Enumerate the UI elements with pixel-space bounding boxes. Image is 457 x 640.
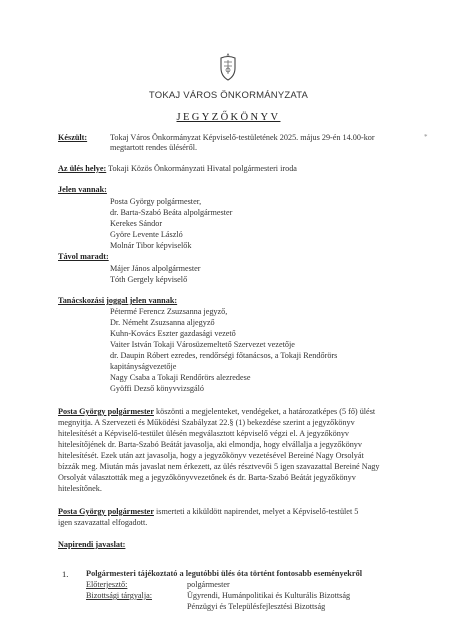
paragraph-1-line: bízzák meg. Miután más javaslat nem érkezett, az ülés résztvevői 5 igen szavazattal Bereiné Nagy	[58, 462, 380, 471]
keszult-text-2: megtartott rendes üléséről.	[110, 143, 198, 152]
paragraph-1-line: hitelesítését a Képviselő-testület ülésén megválasztott képviselő végzi el. A jegyzőkönyv	[58, 429, 350, 438]
paragraph-1-line: hitelesítőjének dr. Barta-Szabó Beátát javasolja, aki elmondja, hogy elvállalja a jegyzőkönyv	[58, 440, 362, 449]
paragraph-1-line: Orsolyát választották meg a jegyzőkönyvvezetőnek és dr. Barta-Szabó Beátát jegyzőkönyv	[58, 473, 356, 482]
absent-label: Távol maradt:	[58, 252, 109, 261]
advisory-item: Nagy Csaba a Tokaji Rendőrörs alezredese	[110, 373, 251, 382]
present-item: dr. Barta-Szabó Beáta alpolgármester	[110, 208, 233, 217]
absent-item: Tóth Gergely képviselő	[110, 275, 188, 284]
coat-of-arms-icon	[217, 52, 239, 82]
advisory-item: Dr. Némeht Zsuzsanna aljegyző	[110, 318, 215, 327]
advisory-label: Tanácskozási joggal jelen vannak:	[58, 296, 178, 305]
agenda-committee-label: Bizottsági tárgyalja:	[86, 591, 153, 600]
advisory-item: dr. Daupin Róbert ezredes, rendőrségi főtanácsos, a Tokaji Rendőrörs	[110, 351, 338, 360]
document-title: JEGYZŐKÖNYV	[176, 112, 281, 123]
organization-name: TOKAJ VÁROS ÖNKORMÁNYZATA	[148, 90, 309, 101]
advisory-item: Kuhn-Kovács Eszter gazdasági vezető	[110, 329, 236, 338]
present-label: Jelen vannak:	[58, 185, 107, 194]
keszult-text-1: Tokaj Város Önkormányzat Képviselő-testületének 2025. május 29-én 14.00-kor	[110, 133, 375, 142]
advisory-item: Vaiter István Tokaji Városüzemeltető Szervezet vezetője	[110, 340, 295, 349]
agenda-committee: Pénzügyi és Településfejlesztési Bizottság	[187, 602, 326, 611]
present-item: Posta György polgármester,	[110, 197, 202, 206]
paragraph-1-line: hitelesítőnek.	[58, 484, 102, 493]
advisory-item: Pétermé Ferencz Zsuzsanna jegyző,	[110, 307, 228, 316]
paragraph-2-line: igen szavazattal elfogadott.	[58, 518, 148, 527]
present-item: Györe Levente László	[110, 230, 183, 239]
advisory-item: Gyöffi Dezső könyvvizsgáló	[110, 384, 204, 393]
paragraph-1-line: megnyitja. A Szervezeti és Működési Szabályzat 22.§ (1) bekezdése szerint a jegyzőkönyv	[58, 418, 355, 427]
margin-mark: *	[424, 133, 428, 141]
agenda-item-number: 1.	[62, 569, 69, 579]
agenda-presenter-label: Előterjesztő:	[86, 580, 128, 589]
agenda-label: Napirendi javaslat:	[58, 540, 126, 549]
paragraph-2-line: Posta György polgármester ismerteti a kiküldött napirendet, melyet a Képviselő-testület 5	[58, 507, 359, 516]
absent-item: Májer János alpolgármester	[110, 264, 201, 273]
keszult-label: Készült:	[58, 133, 88, 142]
paragraph-1-line: Posta György polgármester köszönti a megjelenteket, vendégeket, a határozatképes (5 fő) ülést	[58, 407, 376, 416]
advisory-item: kapitányságvezetője	[110, 362, 177, 371]
agenda-presenter: polgármester	[187, 580, 230, 589]
agenda-committee: Ügyrendi, Humánpolitikai és Kulturális Bizottság	[187, 591, 351, 600]
meeting-place: Az ülés helye: Tokaji Közös Önkormányzati Hivatal polgármesteri iroda	[58, 164, 297, 173]
agenda-item-title: Polgármesteri tájékoztató a legutóbbi ülés óta történt fontosabb eseményekről	[86, 569, 363, 578]
present-item: Molnár Tibor képviselők	[110, 241, 192, 250]
present-item: Kerekes Sándor	[110, 219, 163, 228]
paragraph-1-line: hitelesítését. Ezek után azt javasolja, hogy a jegyzőkönyv vezetésével Bereiné Nagy Orsolyát	[58, 451, 364, 460]
